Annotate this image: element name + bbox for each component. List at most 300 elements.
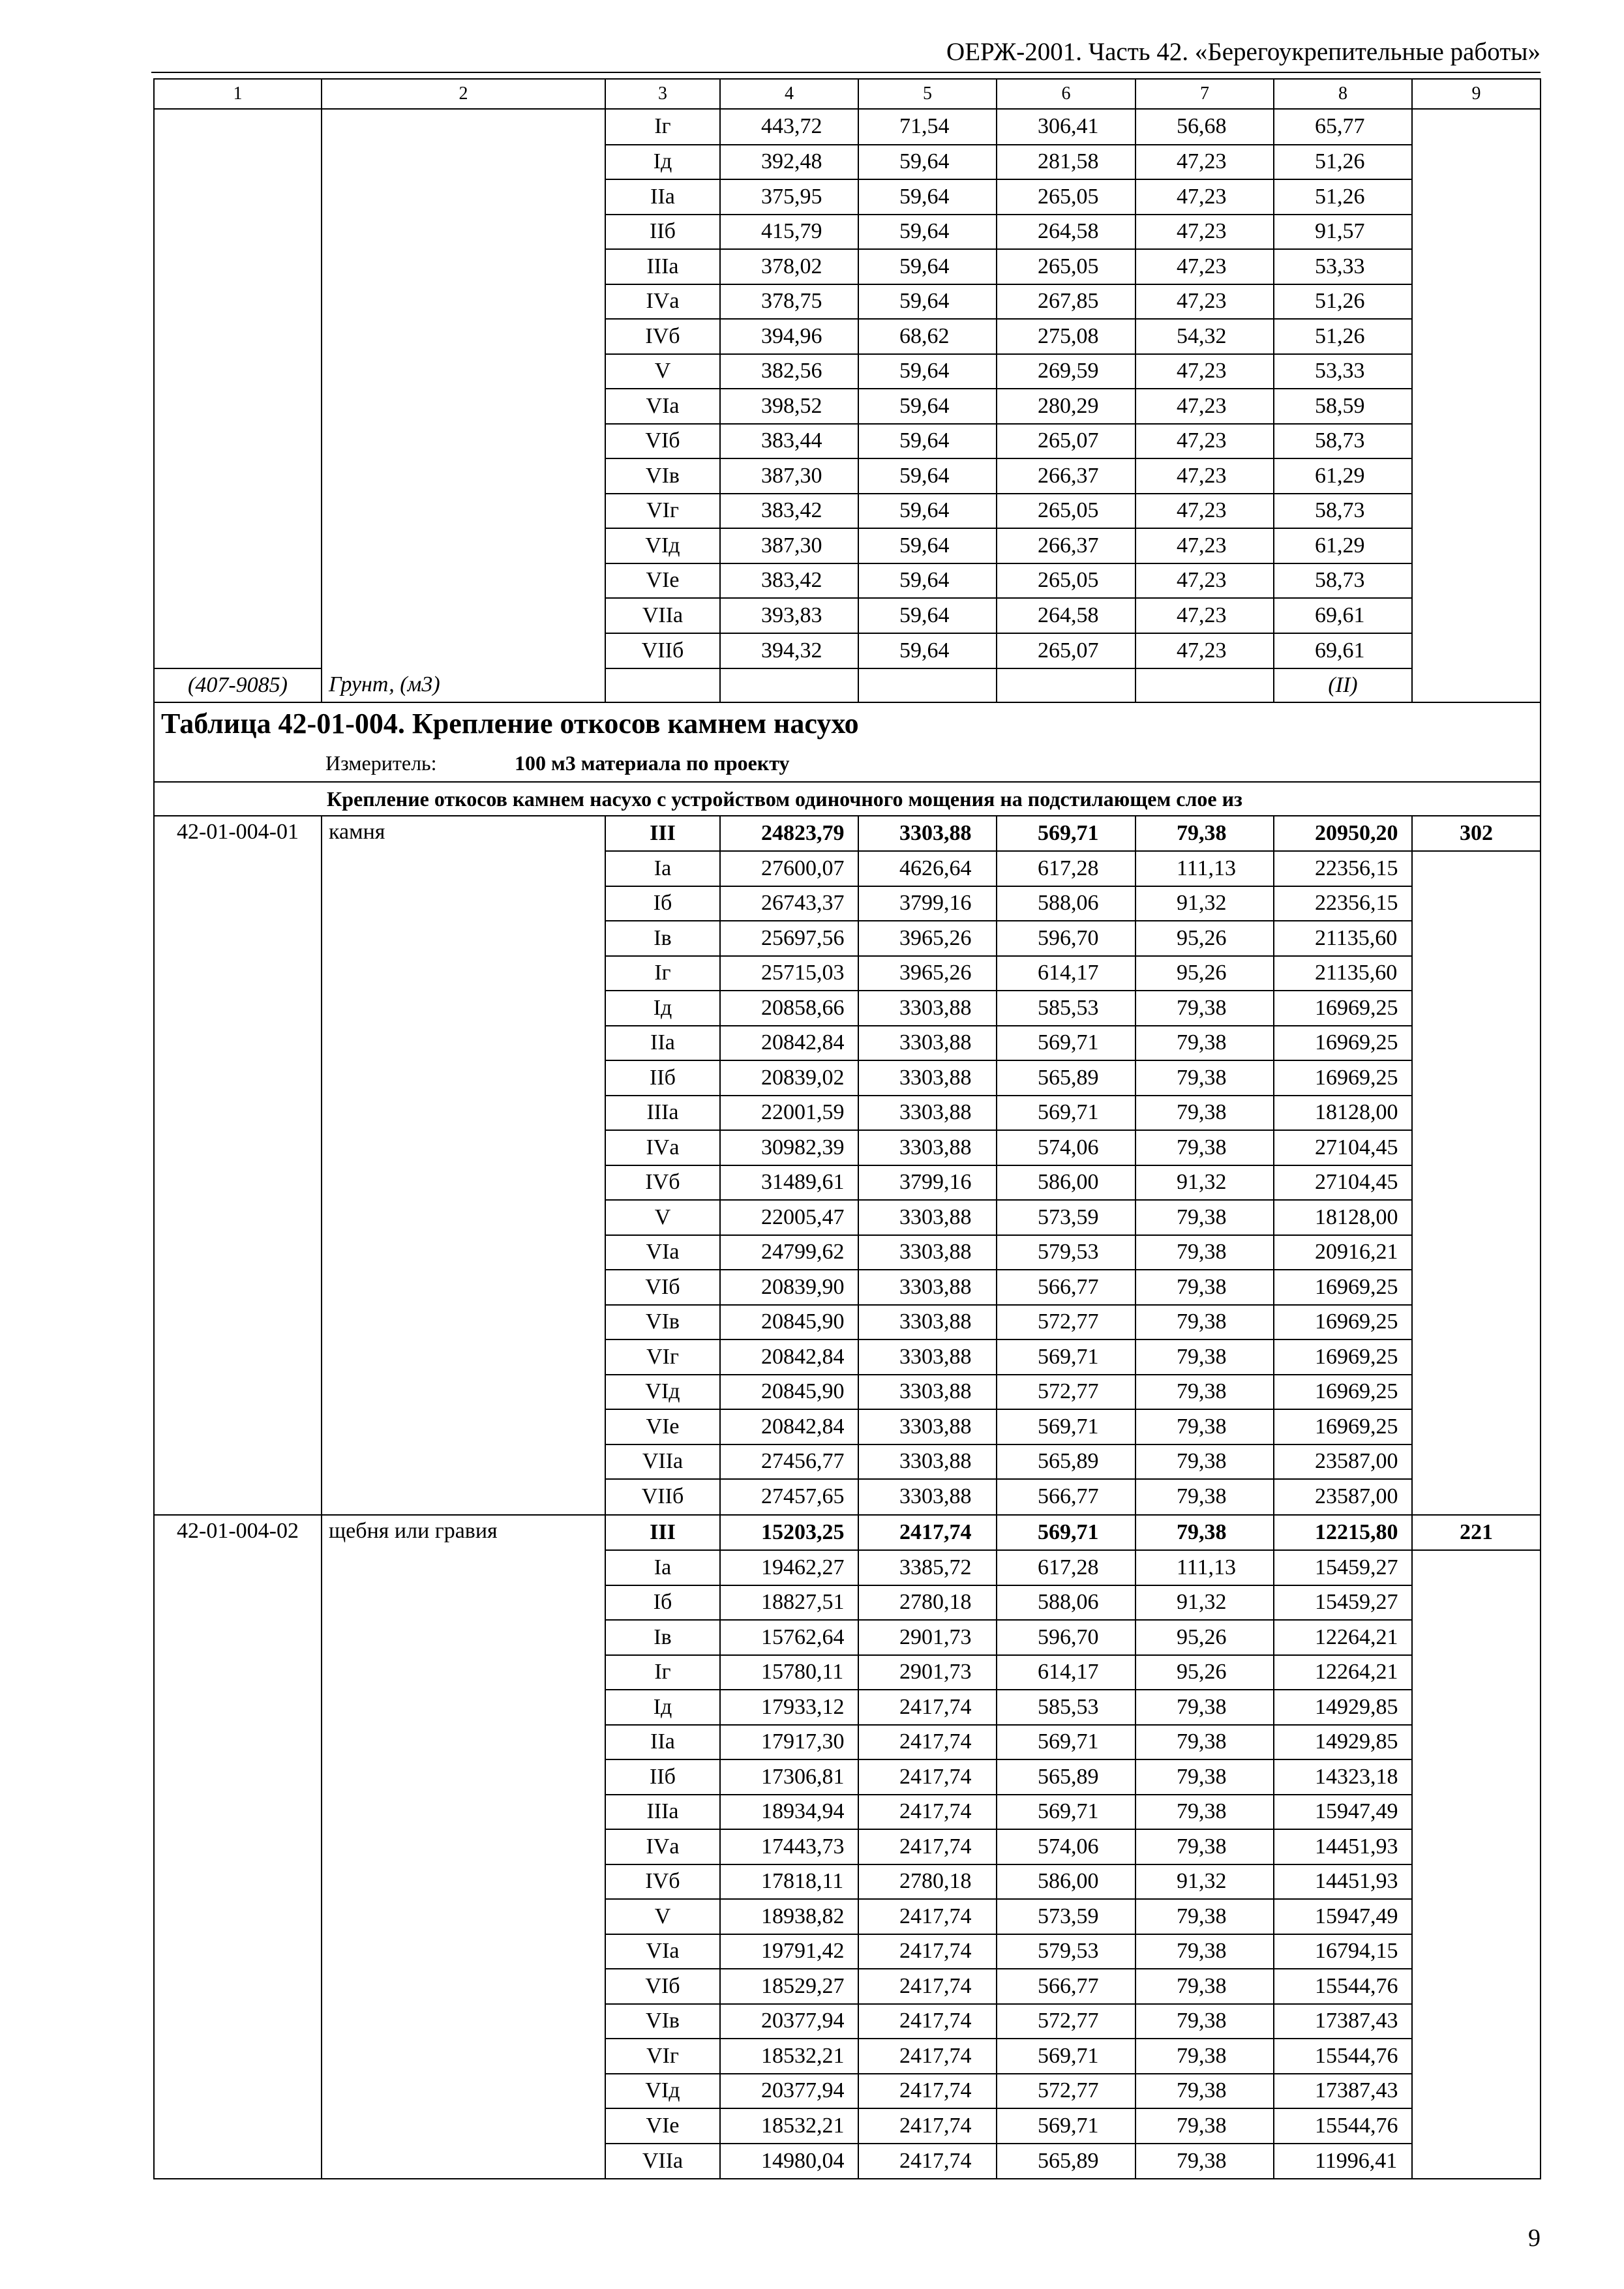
value-cell: 265,05 bbox=[997, 179, 1135, 215]
value-cell: 387,30 bbox=[720, 458, 858, 494]
value-cell: 3303,88 bbox=[858, 816, 997, 852]
value-cell: 3385,72 bbox=[858, 1550, 997, 1585]
table-row bbox=[154, 1235, 1541, 1270]
value-cell: 79,38 bbox=[1135, 1339, 1274, 1375]
value-cell: 59,64 bbox=[858, 215, 997, 250]
col9-cell bbox=[1412, 633, 1541, 669]
value-cell: 14451,93 bbox=[1274, 1864, 1412, 1900]
value-cell: 79,38 bbox=[1135, 1759, 1274, 1795]
name-cell bbox=[322, 1270, 605, 1305]
item-code: 42-01-004-02 bbox=[154, 1515, 322, 1551]
code-cell bbox=[154, 563, 322, 599]
value-cell: 47,23 bbox=[1135, 528, 1274, 563]
column-number-row bbox=[154, 79, 1541, 109]
col9-cell bbox=[1412, 1130, 1541, 1165]
page-number: 9 bbox=[1528, 2224, 1541, 2252]
table-row bbox=[154, 319, 1541, 354]
value-cell: 24799,62 bbox=[720, 1235, 858, 1270]
zone-cell: VIг bbox=[605, 2039, 720, 2074]
code-cell bbox=[154, 1130, 322, 1165]
zone-cell: VIб bbox=[605, 1270, 720, 1305]
name-cell bbox=[322, 389, 605, 424]
col9-cell bbox=[1412, 1200, 1541, 1235]
value-cell: 18128,00 bbox=[1274, 1200, 1412, 1235]
value-cell: 266,37 bbox=[997, 528, 1135, 563]
value-cell: 2417,74 bbox=[858, 1690, 997, 1725]
value-cell: 27457,65 bbox=[720, 1479, 858, 1515]
table-row bbox=[154, 1829, 1541, 1864]
value-cell: 14929,85 bbox=[1274, 1690, 1412, 1725]
value-cell: 61,29 bbox=[1274, 458, 1412, 494]
code-cell bbox=[154, 1969, 322, 2004]
value-cell: 264,58 bbox=[997, 215, 1135, 250]
value-cell: 2417,74 bbox=[858, 1515, 997, 1551]
value-cell: 3303,88 bbox=[858, 1270, 997, 1305]
table-row bbox=[154, 494, 1541, 529]
column-number: 7 bbox=[1135, 79, 1274, 109]
unit-label: Измеритель: bbox=[325, 751, 437, 775]
col9-cell bbox=[1412, 1060, 1541, 1096]
value-cell: 3303,88 bbox=[858, 1096, 997, 1131]
code-cell bbox=[154, 424, 322, 459]
value-cell: 569,71 bbox=[997, 2108, 1135, 2144]
value-cell: 382,56 bbox=[720, 354, 858, 389]
name-cell bbox=[322, 2108, 605, 2144]
value-cell: 25715,03 bbox=[720, 956, 858, 991]
value-cell: 91,32 bbox=[1135, 1864, 1274, 1900]
name-cell bbox=[322, 1725, 605, 1760]
col9-cell bbox=[1412, 563, 1541, 599]
value-cell: 15544,76 bbox=[1274, 2108, 1412, 2144]
code-cell bbox=[154, 1795, 322, 1830]
value-cell: 265,07 bbox=[997, 424, 1135, 459]
price-table bbox=[153, 78, 1541, 2179]
code-cell bbox=[154, 633, 322, 669]
col9-cell bbox=[1412, 389, 1541, 424]
col9-cell bbox=[1412, 1026, 1541, 1061]
col9-cell bbox=[1412, 1270, 1541, 1305]
item-name: камня bbox=[322, 816, 605, 852]
value-cell: 3965,26 bbox=[858, 921, 997, 956]
col9-cell bbox=[1412, 1655, 1541, 1690]
zone-cell: VIIа bbox=[605, 2144, 720, 2179]
name-cell bbox=[322, 284, 605, 320]
name-cell bbox=[322, 1620, 605, 1655]
col9-cell bbox=[1412, 1934, 1541, 1969]
col9-cell bbox=[1412, 1585, 1541, 1621]
zone-cell: VIв bbox=[605, 458, 720, 494]
value-cell: 16969,25 bbox=[1274, 1409, 1412, 1444]
value-cell: 3303,88 bbox=[858, 991, 997, 1026]
value-cell: 53,33 bbox=[1274, 354, 1412, 389]
value-cell: 47,23 bbox=[1135, 179, 1274, 215]
table-row bbox=[154, 1725, 1541, 1760]
value-cell: 265,05 bbox=[997, 249, 1135, 284]
value-cell: 617,28 bbox=[997, 1550, 1135, 1585]
value-cell: 58,73 bbox=[1274, 563, 1412, 599]
value-cell: 54,32 bbox=[1135, 319, 1274, 354]
table-row bbox=[154, 424, 1541, 459]
value-cell: 20845,90 bbox=[720, 1375, 858, 1410]
code-cell bbox=[154, 1026, 322, 1061]
value-cell: 264,58 bbox=[997, 598, 1135, 633]
zone-cell: IVб bbox=[605, 1165, 720, 1201]
name-cell bbox=[322, 1795, 605, 1830]
zone-cell: VIе bbox=[605, 1409, 720, 1444]
value-cell: 12264,21 bbox=[1274, 1620, 1412, 1655]
value-cell: 280,29 bbox=[997, 389, 1135, 424]
zone-cell: Iд bbox=[605, 145, 720, 180]
zone-cell: VIа bbox=[605, 1235, 720, 1270]
code-cell bbox=[154, 458, 322, 494]
unit-cell bbox=[154, 745, 1541, 782]
zone-cell: VIд bbox=[605, 528, 720, 563]
value-cell: 588,06 bbox=[997, 886, 1135, 921]
column-number: 6 bbox=[997, 79, 1135, 109]
value-cell: 18938,82 bbox=[720, 1899, 858, 1934]
value-cell: 22005,47 bbox=[720, 1200, 858, 1235]
value-cell: 569,71 bbox=[997, 1725, 1135, 1760]
table-row bbox=[154, 1200, 1541, 1235]
value-cell: 95,26 bbox=[1135, 1655, 1274, 1690]
value-cell: 3799,16 bbox=[858, 1165, 997, 1201]
name-cell bbox=[322, 1235, 605, 1270]
value-cell: 11996,41 bbox=[1274, 2144, 1412, 2179]
code-cell bbox=[154, 991, 322, 1026]
page-header: ОЕРЖ-2001. Часть 42. «Берегоукрепительные работы» bbox=[946, 38, 1541, 66]
value-cell: 383,44 bbox=[720, 424, 858, 459]
value-cell: 18529,27 bbox=[720, 1969, 858, 2004]
table-row bbox=[154, 956, 1541, 991]
value-cell: 79,38 bbox=[1135, 1829, 1274, 1864]
value-cell: 18934,94 bbox=[720, 1795, 858, 1830]
col9-cell bbox=[1412, 2074, 1541, 2109]
zone-cell: IVа bbox=[605, 284, 720, 320]
table-title: Таблица 42-01-004. Крепление откосов камнем насухо bbox=[154, 702, 1541, 745]
value-cell: 15544,76 bbox=[1274, 2039, 1412, 2074]
value-cell: 79,38 bbox=[1135, 1375, 1274, 1410]
value-cell: 383,42 bbox=[720, 494, 858, 529]
code-cell bbox=[154, 1339, 322, 1375]
col9-cell bbox=[1412, 109, 1541, 145]
zone-cell: VIб bbox=[605, 424, 720, 459]
value-cell: 79,38 bbox=[1135, 1690, 1274, 1725]
value-cell: 574,06 bbox=[997, 1130, 1135, 1165]
value-cell: 47,23 bbox=[1135, 354, 1274, 389]
code-cell bbox=[154, 1305, 322, 1340]
value-cell: 20377,94 bbox=[720, 2074, 858, 2109]
zone-cell: Iв bbox=[605, 921, 720, 956]
table-row bbox=[154, 109, 1541, 145]
value-cell: 614,17 bbox=[997, 1655, 1135, 1690]
value-cell: 20916,21 bbox=[1274, 1235, 1412, 1270]
name-cell bbox=[322, 598, 605, 633]
code-cell bbox=[154, 1165, 322, 1201]
value-cell: 281,58 bbox=[997, 145, 1135, 180]
zone-cell: VIIа bbox=[605, 1444, 720, 1480]
value-cell: 3303,88 bbox=[858, 1130, 997, 1165]
zone-cell: Iг bbox=[605, 1655, 720, 1690]
value-cell: 16969,25 bbox=[1274, 1305, 1412, 1340]
zone-cell: VIв bbox=[605, 1305, 720, 1340]
code-cell bbox=[154, 1655, 322, 1690]
zone-cell: VIа bbox=[605, 1934, 720, 1969]
value-cell: 572,77 bbox=[997, 1375, 1135, 1410]
value-cell: 47,23 bbox=[1135, 215, 1274, 250]
value-cell: 569,71 bbox=[997, 1339, 1135, 1375]
value-cell: 265,05 bbox=[997, 563, 1135, 599]
value-cell: 15459,27 bbox=[1274, 1550, 1412, 1585]
table-row bbox=[154, 1060, 1541, 1096]
name-cell bbox=[322, 2144, 605, 2179]
name-cell bbox=[322, 1444, 605, 1480]
table-row bbox=[154, 2039, 1541, 2074]
code-cell bbox=[154, 1479, 322, 1515]
value-cell: 2780,18 bbox=[858, 1864, 997, 1900]
code-cell bbox=[154, 1200, 322, 1235]
value-cell: 14323,18 bbox=[1274, 1759, 1412, 1795]
zone-cell: VIе bbox=[605, 563, 720, 599]
value-cell: 588,06 bbox=[997, 1585, 1135, 1621]
table-row bbox=[154, 1864, 1541, 1900]
value-cell: 22356,15 bbox=[1274, 886, 1412, 921]
value-cell: 265,07 bbox=[997, 633, 1135, 669]
value-cell: 3799,16 bbox=[858, 886, 997, 921]
zone-cell: IVа bbox=[605, 1829, 720, 1864]
value-cell: 12264,21 bbox=[1274, 1655, 1412, 1690]
table-row bbox=[154, 1969, 1541, 2004]
table-row bbox=[154, 1305, 1541, 1340]
value-cell: 58,73 bbox=[1274, 424, 1412, 459]
value-cell: 443,72 bbox=[720, 109, 858, 145]
name-cell bbox=[322, 956, 605, 991]
column-number: 5 bbox=[858, 79, 997, 109]
value-cell: 2417,74 bbox=[858, 1725, 997, 1760]
name-cell bbox=[322, 424, 605, 459]
value-cell: 569,71 bbox=[997, 1515, 1135, 1551]
value-cell: 47,23 bbox=[1135, 563, 1274, 599]
value-cell: 59,64 bbox=[858, 249, 997, 284]
value-cell: 59,64 bbox=[858, 458, 997, 494]
name-cell bbox=[322, 1200, 605, 1235]
name-cell bbox=[322, 494, 605, 529]
value-cell: 306,41 bbox=[997, 109, 1135, 145]
value-cell: 18827,51 bbox=[720, 1585, 858, 1621]
table-row bbox=[154, 1339, 1541, 1375]
value-cell: 58,59 bbox=[1274, 389, 1412, 424]
name-cell bbox=[322, 1375, 605, 1410]
name-cell bbox=[322, 215, 605, 250]
value-cell: 79,38 bbox=[1135, 1026, 1274, 1061]
value-cell: 47,23 bbox=[1135, 598, 1274, 633]
value-cell: 2417,74 bbox=[858, 2108, 997, 2144]
name-cell bbox=[322, 1130, 605, 1165]
empty-cell bbox=[997, 668, 1135, 702]
value-cell: 586,00 bbox=[997, 1864, 1135, 1900]
value-cell: 79,38 bbox=[1135, 1130, 1274, 1165]
col9-cell bbox=[1412, 249, 1541, 284]
value-cell: 47,23 bbox=[1135, 494, 1274, 529]
code-cell bbox=[154, 284, 322, 320]
table-row bbox=[154, 1620, 1541, 1655]
value-cell: 59,64 bbox=[858, 598, 997, 633]
table-row bbox=[154, 886, 1541, 921]
value-cell: 79,38 bbox=[1135, 1200, 1274, 1235]
value-cell: 19791,42 bbox=[720, 1934, 858, 1969]
col9-cell bbox=[1412, 1235, 1541, 1270]
name-cell bbox=[322, 528, 605, 563]
value-cell: 47,23 bbox=[1135, 284, 1274, 320]
value-cell: 4626,64 bbox=[858, 851, 997, 886]
col9-cell bbox=[1412, 1165, 1541, 1201]
table-title-row bbox=[154, 702, 1541, 745]
resource-note: (II) bbox=[1274, 668, 1412, 702]
table-row bbox=[154, 2074, 1541, 2109]
value-cell: 79,38 bbox=[1135, 1934, 1274, 1969]
value-cell: 565,89 bbox=[997, 2144, 1135, 2179]
col9-cell bbox=[1412, 179, 1541, 215]
code-cell bbox=[154, 1444, 322, 1480]
empty-cell bbox=[858, 668, 997, 702]
value-cell: 415,79 bbox=[720, 215, 858, 250]
table-row bbox=[154, 1690, 1541, 1725]
empty-cell bbox=[605, 668, 720, 702]
zone-cell: VIв bbox=[605, 2004, 720, 2039]
code-cell bbox=[154, 1060, 322, 1096]
empty-cell bbox=[720, 668, 858, 702]
code-cell bbox=[154, 886, 322, 921]
value-cell: 2417,74 bbox=[858, 2074, 997, 2109]
code-cell bbox=[154, 1585, 322, 1621]
value-cell: 47,23 bbox=[1135, 145, 1274, 180]
table-row bbox=[154, 1130, 1541, 1165]
code-cell bbox=[154, 1096, 322, 1131]
value-cell: 23587,00 bbox=[1274, 1444, 1412, 1480]
value-cell: 61,29 bbox=[1274, 528, 1412, 563]
table-row bbox=[154, 145, 1541, 180]
value-cell: 3303,88 bbox=[858, 1026, 997, 1061]
price-table-body bbox=[154, 79, 1541, 2179]
name-cell bbox=[322, 2004, 605, 2039]
table-row bbox=[154, 284, 1541, 320]
col9-cell bbox=[1412, 1759, 1541, 1795]
col9-cell bbox=[1412, 1550, 1541, 1585]
value-cell: 91,57 bbox=[1274, 215, 1412, 250]
table-row bbox=[154, 1899, 1541, 1934]
name-cell bbox=[322, 458, 605, 494]
value-cell: 16969,25 bbox=[1274, 991, 1412, 1026]
code-cell bbox=[154, 2144, 322, 2179]
value-cell: 20842,84 bbox=[720, 1026, 858, 1061]
zone-cell: IIIа bbox=[605, 1096, 720, 1131]
col9-cell bbox=[1412, 1444, 1541, 1480]
table-row bbox=[154, 1795, 1541, 1830]
code-cell bbox=[154, 2004, 322, 2039]
zone-cell: IVа bbox=[605, 1130, 720, 1165]
header-rule bbox=[151, 72, 1541, 73]
name-cell bbox=[322, 145, 605, 180]
zone-cell: IIIа bbox=[605, 249, 720, 284]
zone-cell: V bbox=[605, 1200, 720, 1235]
table-row bbox=[154, 1550, 1541, 1585]
table-row bbox=[154, 1165, 1541, 1201]
code-cell bbox=[154, 1829, 322, 1864]
value-cell: 27104,45 bbox=[1274, 1165, 1412, 1201]
value-cell: 572,77 bbox=[997, 1305, 1135, 1340]
value-cell: 579,53 bbox=[997, 1235, 1135, 1270]
col9-cell bbox=[1412, 215, 1541, 250]
value-cell: 3303,88 bbox=[858, 1060, 997, 1096]
value-cell: 30982,39 bbox=[720, 1130, 858, 1165]
value-cell: 614,17 bbox=[997, 956, 1135, 991]
value-cell: 79,38 bbox=[1135, 2004, 1274, 2039]
value-cell: 3965,26 bbox=[858, 956, 997, 991]
table-row bbox=[154, 921, 1541, 956]
zone-cell: IVб bbox=[605, 319, 720, 354]
value-cell: 18128,00 bbox=[1274, 1096, 1412, 1131]
value-cell: 47,23 bbox=[1135, 249, 1274, 284]
item-name: щебня или гравия bbox=[322, 1515, 605, 1551]
value-cell: 585,53 bbox=[997, 991, 1135, 1026]
value-cell: 47,23 bbox=[1135, 389, 1274, 424]
value-cell: 398,52 bbox=[720, 389, 858, 424]
col9-cell bbox=[1412, 2108, 1541, 2144]
zone-cell: Iв bbox=[605, 1620, 720, 1655]
value-cell: 79,38 bbox=[1135, 816, 1274, 852]
code-cell bbox=[154, 215, 322, 250]
value-cell: 387,30 bbox=[720, 528, 858, 563]
zone-cell: IIIа bbox=[605, 1795, 720, 1830]
unit-value: 100 м3 материала по проекту bbox=[515, 751, 790, 775]
value-cell: 579,53 bbox=[997, 1934, 1135, 1969]
code-cell bbox=[154, 1270, 322, 1305]
value-cell: 79,38 bbox=[1135, 1969, 1274, 2004]
value-cell: 394,96 bbox=[720, 319, 858, 354]
value-cell: 3303,88 bbox=[858, 1305, 997, 1340]
value-cell: 15203,25 bbox=[720, 1515, 858, 1551]
value-cell: 95,26 bbox=[1135, 921, 1274, 956]
col9-cell bbox=[1412, 1829, 1541, 1864]
value-cell: 12215,80 bbox=[1274, 1515, 1412, 1551]
column-number: 9 bbox=[1412, 79, 1541, 109]
value-cell: 47,23 bbox=[1135, 424, 1274, 459]
code-cell bbox=[154, 1759, 322, 1795]
column-number: 3 bbox=[605, 79, 720, 109]
value-cell: 267,85 bbox=[997, 284, 1135, 320]
name-cell bbox=[322, 1585, 605, 1621]
resource-row bbox=[154, 668, 1541, 702]
zone-cell: Iг bbox=[605, 956, 720, 991]
value-cell: 79,38 bbox=[1135, 2108, 1274, 2144]
value-cell: 2417,74 bbox=[858, 2144, 997, 2179]
zone-cell: IIб bbox=[605, 1060, 720, 1096]
table-row bbox=[154, 354, 1541, 389]
value-cell: 18532,21 bbox=[720, 2108, 858, 2144]
value-cell: 2417,74 bbox=[858, 2004, 997, 2039]
col9-cell bbox=[1412, 1620, 1541, 1655]
value-cell: 79,38 bbox=[1135, 2074, 1274, 2109]
value-cell: 572,77 bbox=[997, 2004, 1135, 2039]
value-cell: 15947,49 bbox=[1274, 1795, 1412, 1830]
code-cell bbox=[154, 851, 322, 886]
value-cell: 47,23 bbox=[1135, 633, 1274, 669]
name-cell bbox=[322, 991, 605, 1026]
table-row bbox=[154, 2108, 1541, 2144]
value-cell: 79,38 bbox=[1135, 1235, 1274, 1270]
table-row bbox=[154, 816, 1541, 852]
value-cell: 18532,21 bbox=[720, 2039, 858, 2074]
value-cell: 15780,11 bbox=[720, 1655, 858, 1690]
